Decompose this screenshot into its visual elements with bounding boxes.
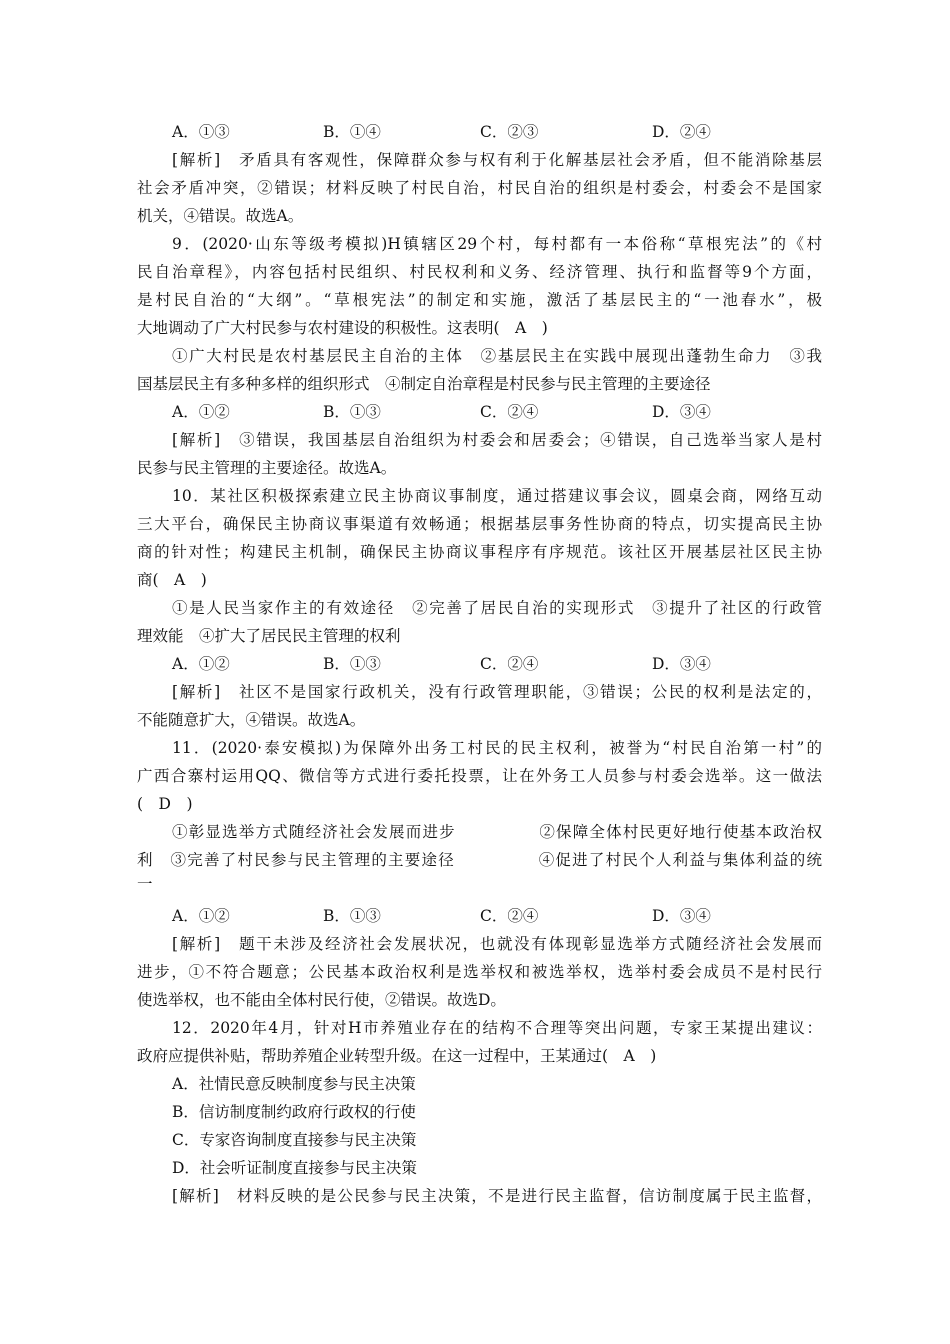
q9-stem-line-4: 大地调动了广大村民参与农村建设的积极性。这表明( A ) [137, 319, 548, 337]
q9-option-a: A．①② [172, 403, 230, 421]
q10-stem-line-2: 三大平台，确保民主协商议事渠道有效畅通；根据基层事务性协商的特点，切实提高民主协 [137, 515, 822, 533]
q9-option-d: D．③④ [652, 403, 711, 421]
q9-analysis-line-2: 民参与民主管理的主要途径。故选A。 [137, 459, 397, 477]
q12-stem-line-2: 政府应提供补贴，帮助养殖企业转型升级。在这一过程中，王某通过( A ) [137, 1047, 657, 1065]
q9-items-line-2: 国基层民主有多种多样的组织形式 ④制定自治章程是村民参与民主管理的主要途径 [137, 375, 711, 393]
q8-analysis-line-3: 机关，④错误。故选A。 [137, 207, 304, 225]
q10-option-a: A．①② [172, 655, 230, 673]
q8-option-c: C．②③ [480, 123, 539, 141]
q12-analysis-line-1: [解析] 材料反映的是公民参与民主决策，不是进行民主监督，信访制度属于民主监督， [172, 1187, 822, 1205]
q11-stem-line-3: ( D ) [137, 795, 193, 813]
q10-stem-line-3: 商的针对性；构建民主机制，确保民主协商议事程序有序规范。该社区开展基层社区民主协 [137, 543, 822, 561]
q11-analysis-line-1: [解析] 题干未涉及经济社会发展状况，也就没有体现彰显选举方式随经济社会发展而 [172, 935, 822, 953]
q12-option-d: D．社会听证制度直接参与民主决策 [172, 1159, 417, 1177]
q10-option-c: C．②④ [480, 655, 539, 673]
q11-stem-line-1: 11．(2020·泰安模拟)为保障外出务工村民的民主权利，被誉为“村民自治第一村”的 [172, 739, 822, 757]
q11-analysis-line-2: 进步，①不符合题意；公民基本政治权利是选举权和被选举权，选举村委会成员不是村民行 [137, 963, 822, 981]
q10-analysis-line-2: 不能随意扩大，④错误。故选A。 [137, 711, 366, 729]
q10-stem-line-1: 10．某社区积极探索建立民主协商议事制度，通过搭建议事会议，圆桌会商，网络互动 [172, 487, 822, 505]
q10-option-d: D．③④ [652, 655, 711, 673]
q8-option-d: D．②④ [652, 123, 711, 141]
q8-option-b: B．①④ [323, 123, 381, 141]
q11-stem-line-2: 广西合寨村运用QQ、微信等方式进行委托投票，让在外务工人员参与村委会选举。这一做法 [137, 767, 822, 785]
q11-items-line-2: 利 ③完善了村民参与民主管理的主要途径 ④促进了村民个人利益与集体利益的统 [137, 851, 822, 869]
q11-option-c: C．②④ [480, 907, 539, 925]
q9-items-line-1: ①广大村民是农村基层民主自治的主体 ②基层民主在实践中展现出蓬勃生命力 ③我 [172, 347, 822, 365]
q9-option-b: B．①③ [323, 403, 381, 421]
q10-items-line-2: 理效能 ④扩大了居民民主管理的权利 [137, 627, 401, 645]
q10-option-b: B．①③ [323, 655, 381, 673]
q10-analysis-line-1: [解析] 社区不是国家行政机关，没有行政管理职能，③错误；公民的权利是法定的， [172, 683, 822, 701]
q11-option-d: D．③④ [652, 907, 711, 925]
q10-items-line-1: ①是人民当家作主的有效途径 ②完善了居民自治的实现形式 ③提升了社区的行政管 [172, 599, 822, 617]
q12-stem-line-1: 12．2020年4月，针对H市养殖业存在的结构不合理等突出问题，专家王某提出建议： [172, 1019, 822, 1037]
q10-stem-line-4: 商( A ) [137, 571, 207, 589]
q11-option-b: B．①③ [323, 907, 381, 925]
q11-option-a: A．①② [172, 907, 230, 925]
q8-option-a: A．①③ [172, 123, 230, 141]
q11-items-line-3: 一 [137, 875, 153, 893]
q11-items-line-1: ①彰显选举方式随经济社会发展而进步 ②保障全体村民更好地行使基本政治权 [172, 823, 822, 841]
q9-stem-line-3: 是村民自治的“大纲”。“草根宪法”的制定和实施，激活了基层民主的“一池春水”，极 [137, 291, 822, 309]
q9-option-c: C．②④ [480, 403, 539, 421]
q11-analysis-line-3: 使选举权，也不能由全体村民行使，②错误。故选D。 [137, 991, 506, 1009]
q9-stem-line-2: 民自治章程》，内容包括村民组织、村民权利和义务、经济管理、执行和监督等9个方面， [137, 263, 822, 281]
q12-option-c: C．专家咨询制度直接参与民主决策 [172, 1131, 417, 1149]
q12-option-b: B．信访制度制约政府行政权的行使 [172, 1103, 416, 1121]
q8-analysis-line-2: 社会矛盾冲突，②错误；材料反映了村民自治，村民自治的组织是村委会，村委会不是国家 [137, 179, 822, 197]
q8-analysis-line-1: [解析] 矛盾具有客观性，保障群众参与权有利于化解基层社会矛盾，但不能消除基层 [172, 151, 822, 169]
q9-analysis-line-1: [解析] ③错误，我国基层自治组织为村委会和居委会；④错误，自己选举当家人是村 [172, 431, 822, 449]
q12-option-a: A．社情民意反映制度参与民主决策 [172, 1075, 416, 1093]
q9-stem-line-1: 9．(2020·山东等级考模拟)H镇辖区29个村，每村都有一本俗称“草根宪法”的《村 [172, 235, 822, 253]
